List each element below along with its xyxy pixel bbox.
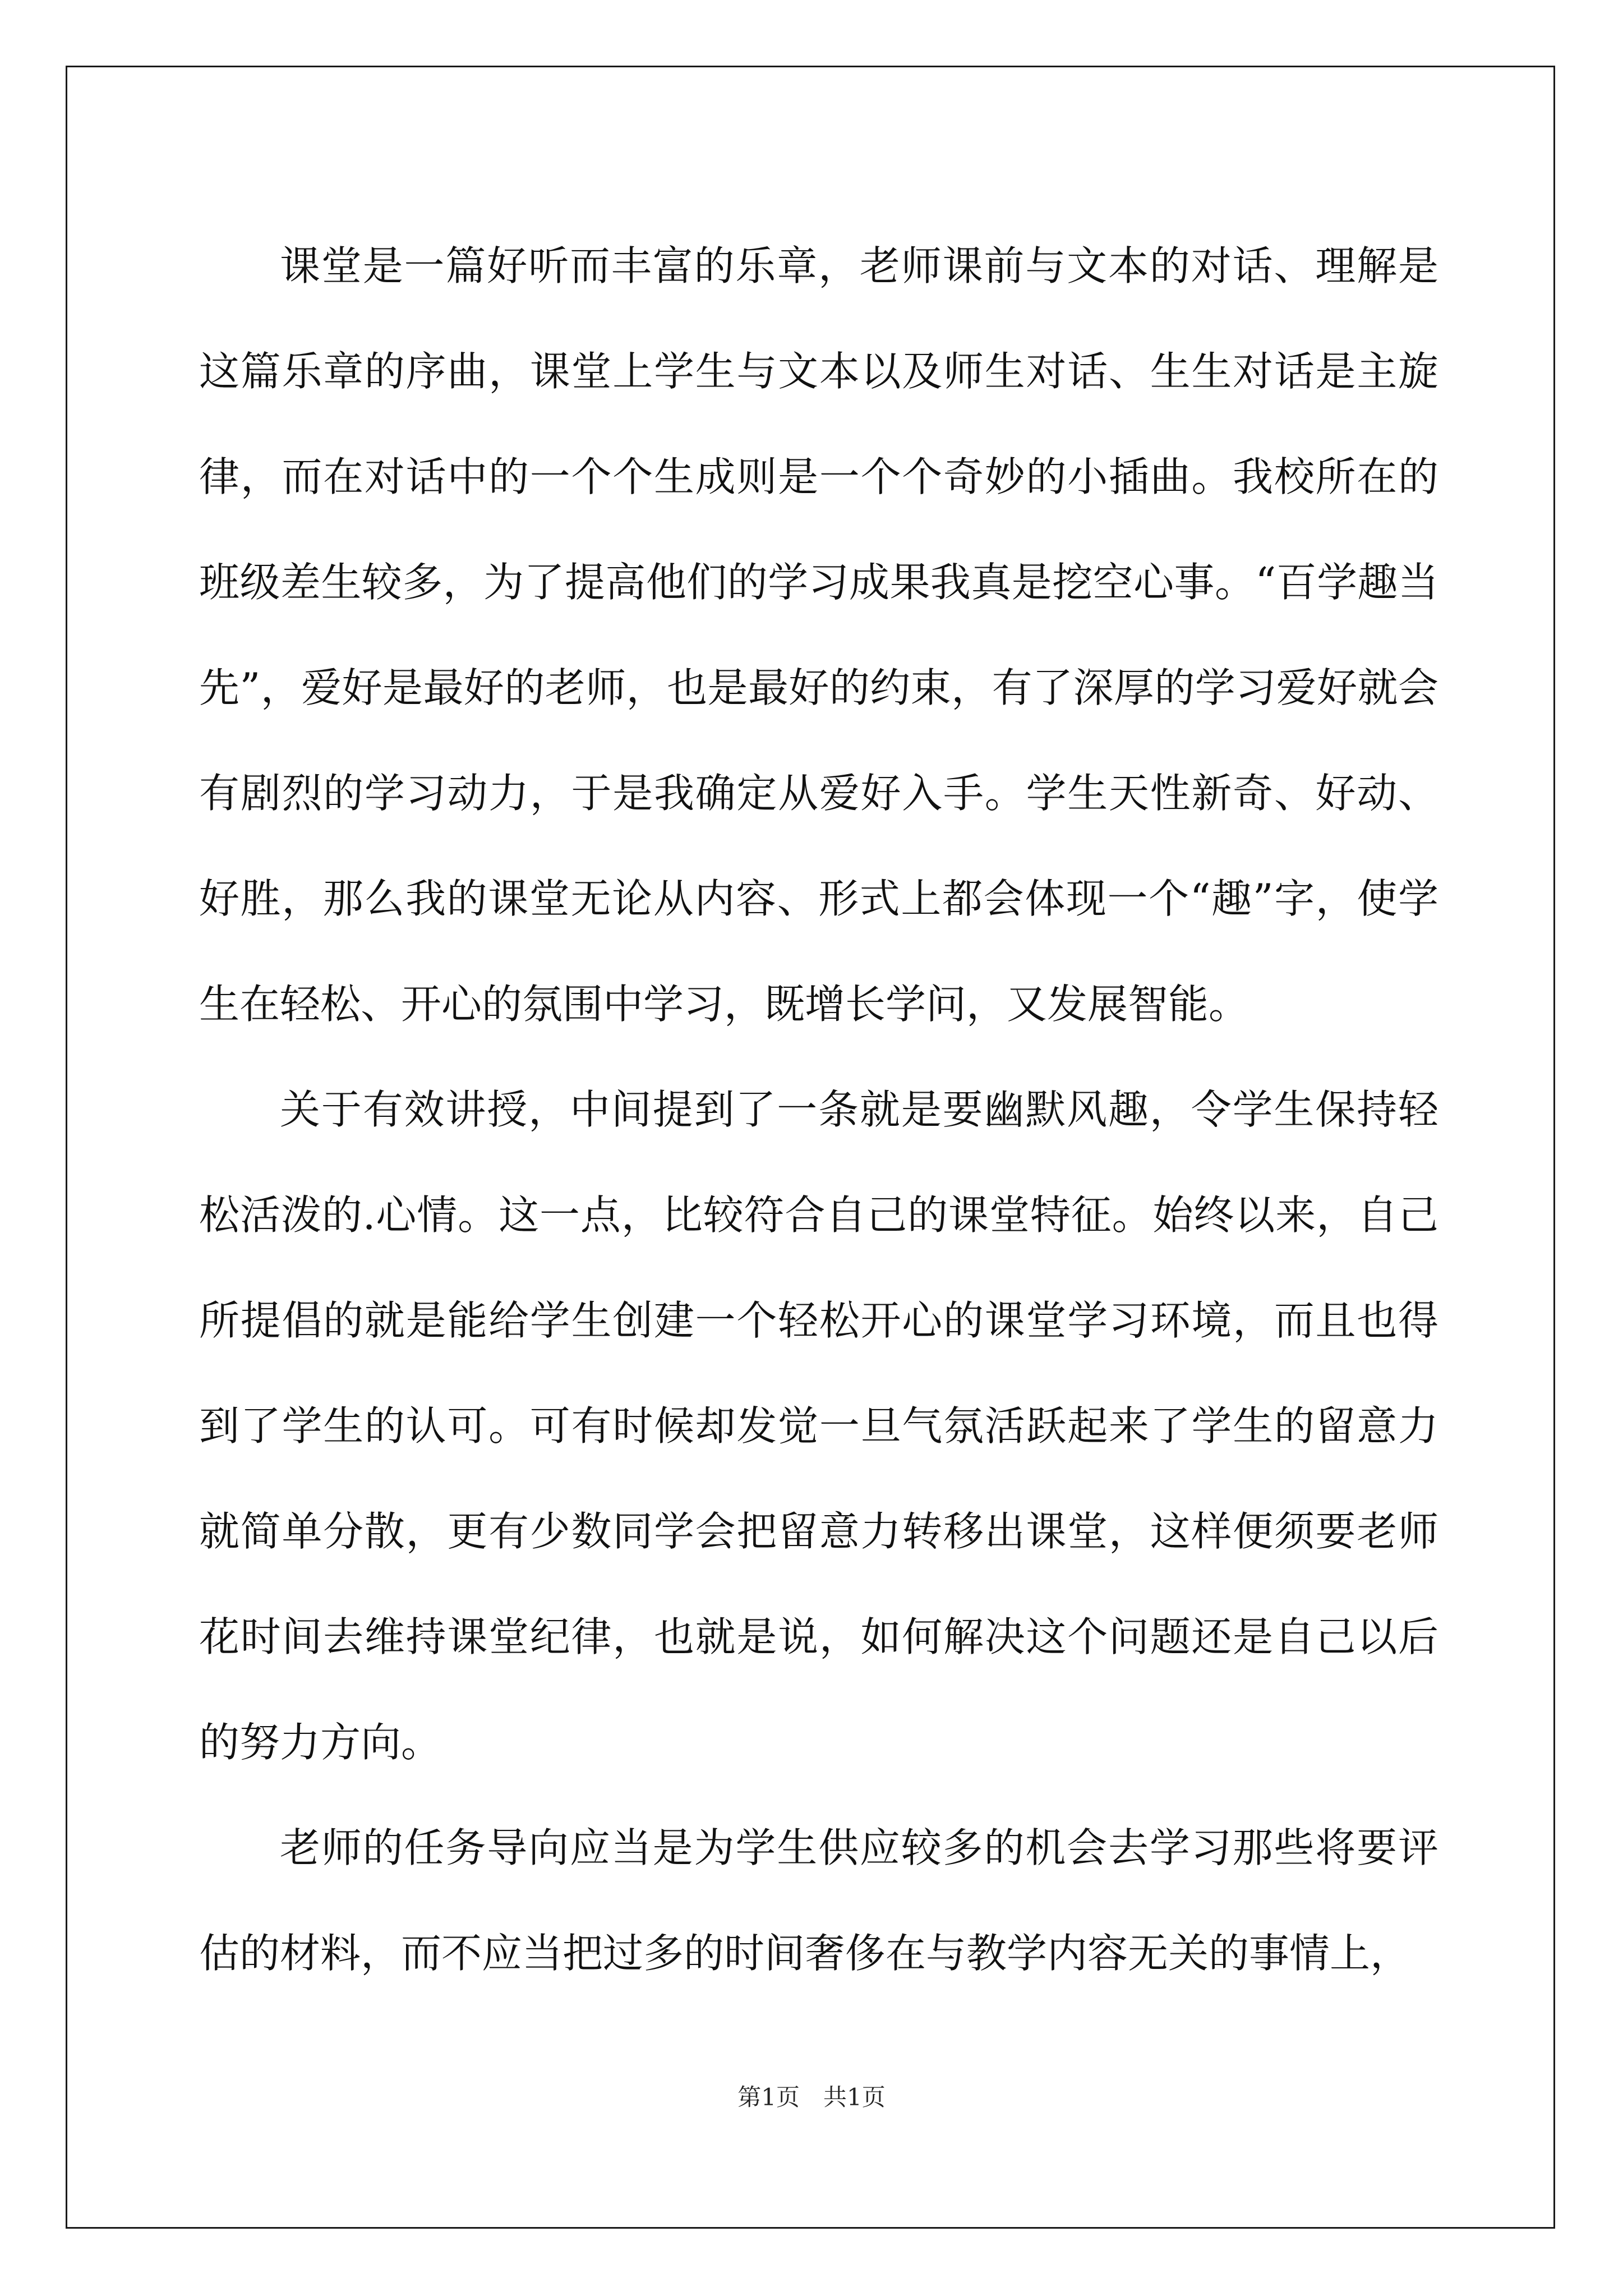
paragraph-2: 关于有效讲授，中间提到了一条就是要幽默风趣，令学生保持轻松活泼的.心情。这一点，比较符合自己的课堂特征。始终以来，自己所提倡的就是能给学生创建一个轻松开心的课堂学习环境，而且也得到了学生的认可。可有时候却发觉一旦气氛活跃起来了学生的留意力就简单分散，更有少数同学会把留意力转移出课堂，这样便须要老师花时间去维持课堂纪律，也就是说，如何解决这个问题还是自己以后的努力方向。 [199,1086,1438,1766]
paragraph-3: 老师的任务导向应当是为学生供应较多的机会去学习那些将要评估的材料，而不应当把过多的时间奢侈在与教学内容无关的事情上， [199,1824,1438,1977]
document-body [199,213,1438,2006]
paragraph-1: 课堂是一篇好听而丰富的乐章，老师课前与文本的对话、理解是这篇乐章的序曲，课堂上学生与文本以及师生对话、生生对话是主旋律，而在对话中的一个个生成则是一个个奇妙的小插曲。我校所在的班级差生较多，为了提高他们的学习成果我真是挖空心事。“百学趣当先”，爱好是最好的老师，也是最好的约束，有了深厚的学习爱好就会有剧烈的学习动力，于是我确定从爱好入手。学生天性新奇、好动、好胜，那么我的课堂无论从内容、形式上都会体现一个“趣”字，使学生在轻松、开心的氛围中学习，既增长学问，又发展智能。 [199,242,1438,1028]
page-footer [0,2079,1623,2113]
page-number: 第1页 [737,2083,800,2111]
page-total: 共1页 [823,2083,886,2111]
